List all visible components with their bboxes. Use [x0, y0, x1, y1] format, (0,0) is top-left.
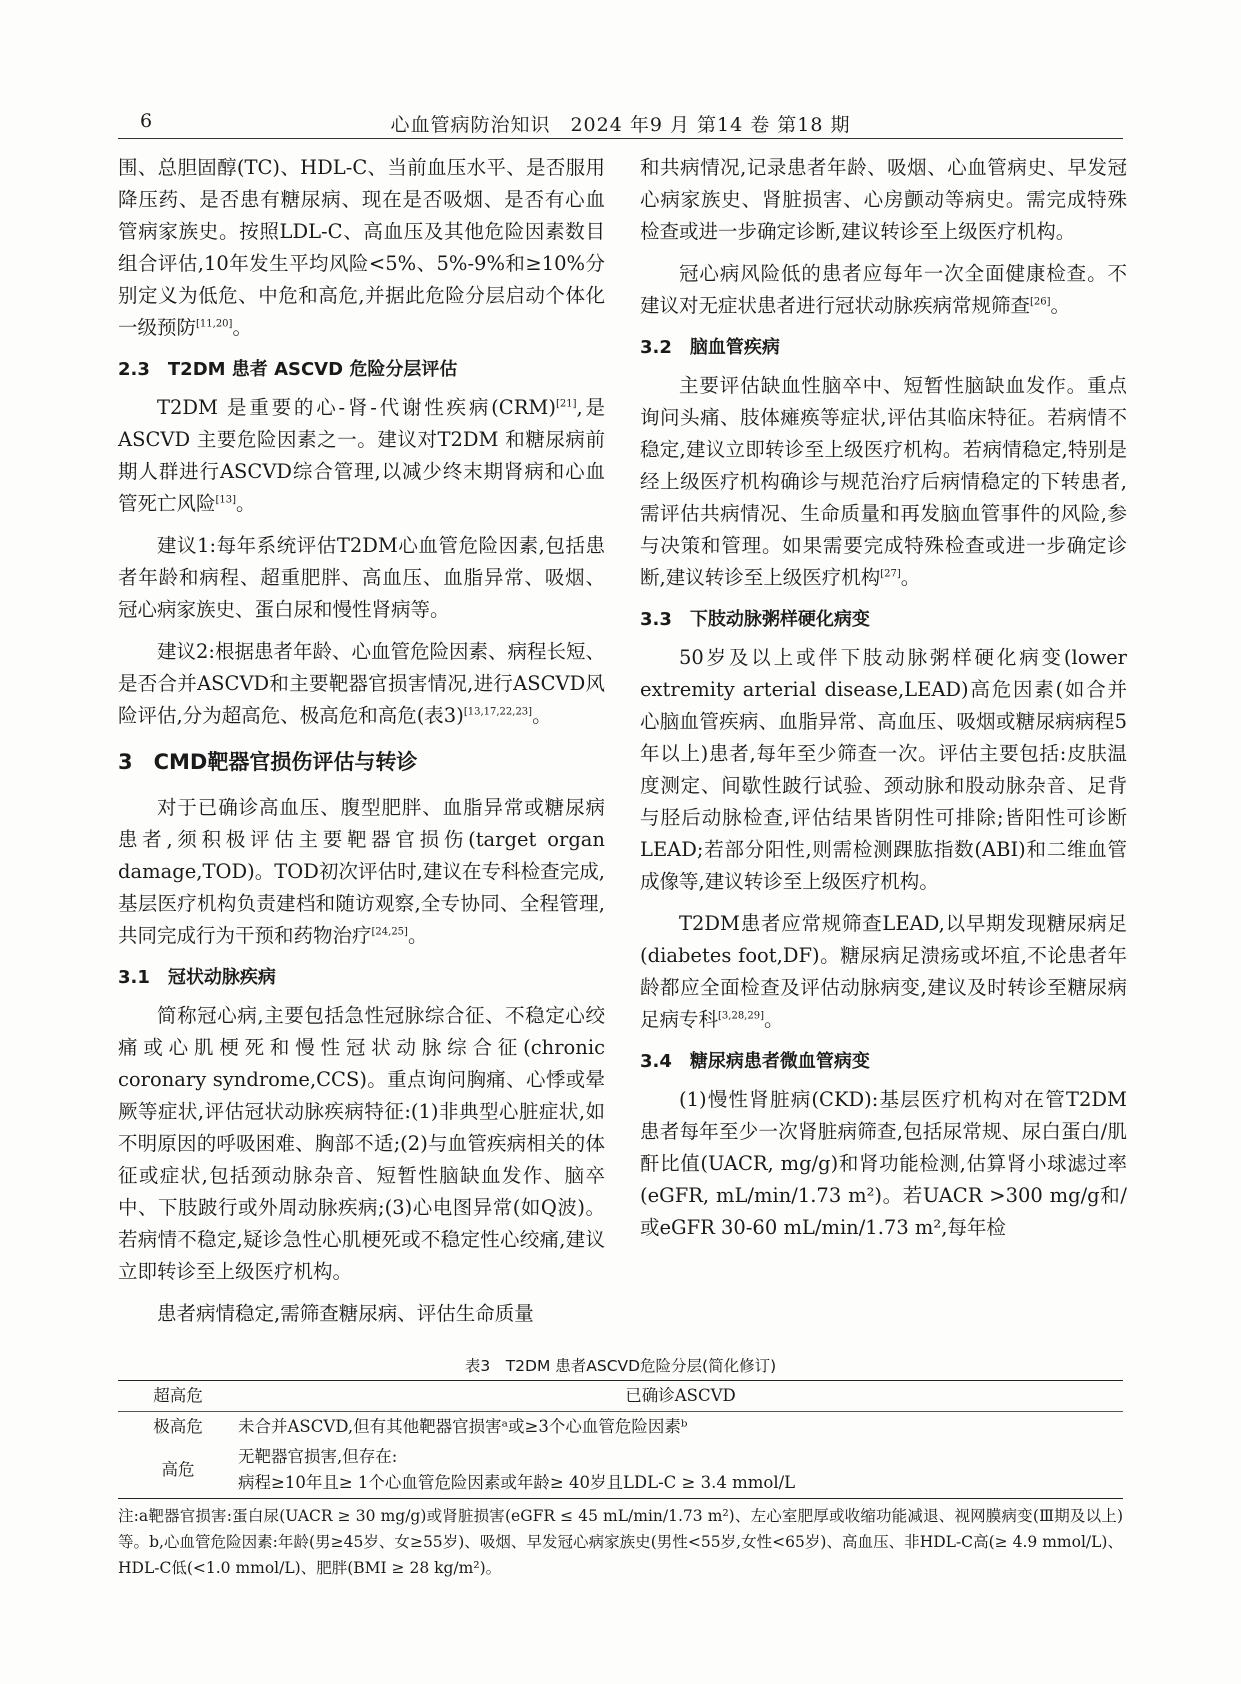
table-row	[118, 1381, 1123, 1412]
page-number: 6	[140, 110, 153, 132]
page-header	[118, 104, 1123, 139]
risk-description-line: 病程≥10年且≥ 1个心血管危险因素或年龄≥ 40岁且LDL-C ≥ 3.4 mmol/L	[238, 1473, 796, 1492]
risk-level: 高危	[161, 1460, 195, 1479]
risk-level: 极高危	[153, 1417, 203, 1436]
paragraph: 建议2:根据患者年龄、心血管危险因素、病程长短、是否合并ASCVD和主要靶器官损害情况,进行ASCVD风险评估,分为超高危、极高危和高危(表3)[13,17,22,23]。	[118, 640, 605, 727]
paragraph: 主要评估缺血性脑卒中、短暂性脑缺血发作。重点询问头痛、肢体瘫痪等症状,评估其临床特征。若病情不稳定,建议立即转诊至上级医疗机构。若病情稳定,特别是经上级医疗机构确诊与规范治疗后病情稳定的下转患者,需评估共病情况、生命质量和再发脑血管事件的风险,参与决策和管理。如果需要完成特殊检查或进一步确定诊断,建议转诊至上级医疗机构[27]。	[640, 374, 1127, 589]
table-3	[118, 1354, 1123, 1581]
paragraph: 和共病情况,记录患者年龄、吸烟、心血管病史、早发冠心病家族史、肾脏损害、心房颤动等病史。需完成特殊检查或进一步确定诊断,建议转诊至上级医疗机构。	[640, 156, 1127, 243]
section-heading-2-3: 2.3 T2DM 患者 ASCVD 危险分层评估	[118, 359, 458, 380]
paragraph: T2DM患者应常规筛查LEAD,以早期发现糖尿病足(diabetes foot,DF)。糖尿病足溃疡或坏疽,不论患者年龄都应全面检查及评估动脉病变,建议及时转诊至糖尿病足病专科[3,28,29]。	[640, 912, 1127, 1031]
journal-title: 心血管病防治知识 2024 年9 月 第14 卷 第18 期	[390, 114, 851, 136]
risk-description: 未合并ASCVD,但有其他靶器官损害ᵃ或≥3个心血管危险因素ᵇ	[238, 1417, 688, 1436]
paragraph: (1)慢性肾脏病(CKD):基层医疗机构对在管T2DM患者每年至少一次肾脏病筛查,包括尿常规、尿白蛋白/肌酐比值(UACR, mg/g)和肾功能检测,估算肾小球滤过率(eGFR, mL/min/1.73 m²)。若UACR >300 mg/g和/或eGFR 30-60 mL/min/1.73 m²,每年检	[640, 1088, 1127, 1239]
section-heading-3-4: 3.4 糖尿病患者微血管病变	[640, 1051, 870, 1072]
risk-table	[118, 1380, 1123, 1499]
paragraph: 患者病情稳定,需筛查糖尿病、评估生命质量	[157, 1302, 534, 1325]
paragraph: 冠心病风险低的患者应每年一次全面健康检查。不建议对无症状患者进行冠状动脉疾病常规筛查[26]。	[640, 262, 1127, 317]
table-caption: 表3 T2DM 患者ASCVD危险分层(简化修订)	[464, 1357, 777, 1375]
table-note: 注:a靶器官损害:蛋白尿(UACR ≥ 30 mg/g)或肾脏损害(eGFR ≤ 45 mL/min/1.73 m²)、左心室肥厚或收缩功能减退、视网膜病变(Ⅲ期及以上)等。b,心血管危险因素:年龄(男≥45岁、女≥55岁)、吸烟、早发冠心病家族史(男性<55岁,女性<65岁)、高血压、非HDL-C高(≥ 4.9 mmol/L)、HDL-C低(<1.0 mmol/L)、肥胖(BMI ≥ 28 kg/m²)。	[118, 1507, 1123, 1577]
risk-level: 超高危	[118, 1381, 238, 1412]
paragraph: 简称冠心病,主要包括急性冠脉综合征、不稳定心绞痛或心肌梗死和慢性冠状动脉综合征(chronic coronary syndrome,CCS)。重点询问胸痛、心悸或晕厥等症状,评估冠状动脉疾病特征:(1)非典型心脏症状,如不明原因的呼吸困难、胸部不适;(2)与血管疾病相关的体征或症状,包括颈动脉杂音、短暂性脑缺血发作、脑卒中、下肢跛行或外周动脉疾病;(3)心电图异常(如Q波)。若病情不稳定,疑诊急性心肌梗死或不稳定性心绞痛,建议立即转诊至上级医疗机构。	[118, 1004, 605, 1283]
paragraph: 50岁及以上或伴下肢动脉粥样硬化病变(lower extremity arterial disease,LEAD)高危因素(如合并心脑血管疾病、血脂异常、高血压、吸烟或糖尿病病程5年以上)患者,每年至少筛查一次。评估主要包括:皮肤温度测定、间歇性跛行试验、颈动脉和股动脉杂音、足背与胫后动脉检查,评估结果皆阴性可排除;皆阳性可诊断LEAD;若部分阳性,则需检测踝肱指数(ABI)和二维血管成像等,建议转诊至上级医疗机构。	[640, 646, 1127, 893]
table-row	[118, 1442, 1123, 1499]
section-heading-3-2: 3.2 脑血管疾病	[640, 337, 780, 358]
risk-description	[238, 1442, 1123, 1499]
paragraph: 对于已确诊高血压、腹型肥胖、血脂异常或糖尿病患者,须积极评估主要靶器官损伤(target organ damage,TOD)。TOD初次评估时,建议在专科检查完成,基层医疗机构负责建档和随访观察,全专协同、全程管理,共同完成行为干预和药物治疗[24,25]。	[118, 796, 605, 947]
table-row	[118, 1412, 1123, 1443]
risk-description: 已确诊ASCVD	[238, 1381, 1123, 1412]
right-column	[640, 152, 1127, 1254]
section-heading-3-3: 3.3 下肢动脉粥样硬化病变	[640, 609, 870, 630]
paragraph: T2DM 是重要的心-肾-代谢性疾病(CRM)[21],是ASCVD 主要危险因素之一。建议对T2DM 和糖尿病前期人群进行ASCVD综合管理,以减少终末期肾病和心血管死亡风险[13]。	[118, 396, 605, 515]
section-heading-3: 3 CMD靶器官损伤评估与转诊	[118, 750, 418, 774]
left-column	[118, 152, 605, 1340]
paragraph: 围、总胆固醇(TC)、HDL-C、当前血压水平、是否服用降压药、是否患有糖尿病、现在是否吸烟、是否有心血管病家族史。按照LDL-C、高血压及其他危险因素数目组合评估,10年发生平均风险<5%、5%-9%和≥10%分别定义为低危、中危和高危,并据此危险分层启动个体化一级预防[11,20]。	[118, 156, 605, 339]
risk-description-line: 无靶器官损害,但存在:	[238, 1447, 398, 1466]
section-heading-3-1: 3.1 冠状动脉疾病	[118, 967, 276, 988]
paragraph: 建议1:每年系统评估T2DM心血管危险因素,包括患者年龄和病程、超重肥胖、高血压、血脂异常、吸烟、冠心病家族史、蛋白尿和慢性肾病等。	[118, 534, 605, 621]
